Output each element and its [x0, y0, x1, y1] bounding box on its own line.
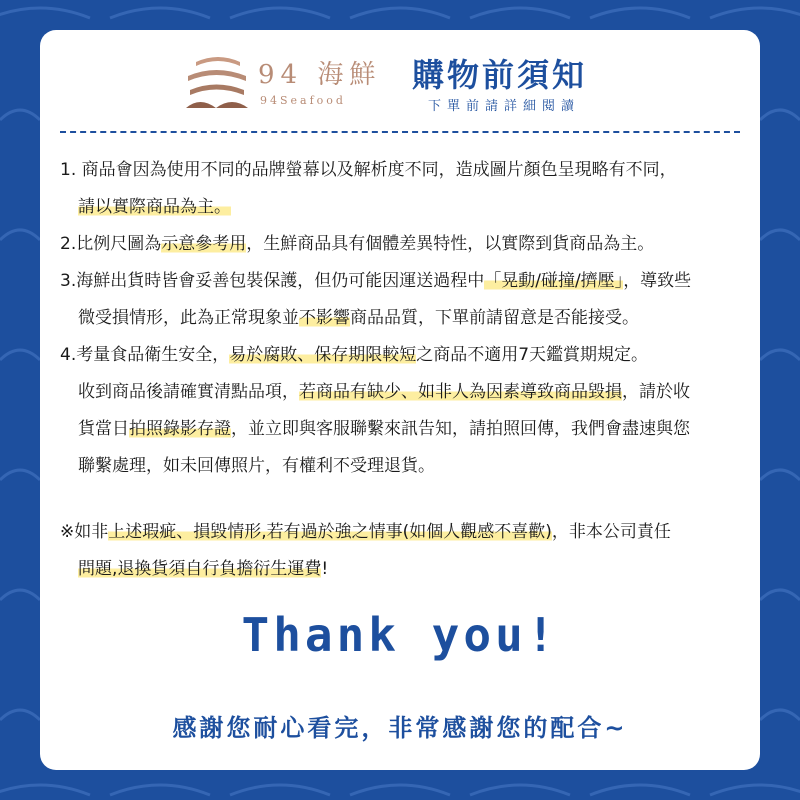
dashed-divider	[60, 131, 740, 133]
logo-subtitle: 94Seafood	[260, 94, 346, 107]
term-1-line-2	[60, 189, 750, 226]
highlight-text: 問題,退換貨須自行負擔衍生運費	[78, 559, 322, 579]
highlight-text: 「晃動/碰撞/擠壓」	[484, 271, 624, 291]
terms-list	[60, 152, 750, 588]
term-4-line-4	[60, 448, 750, 485]
note-text: !	[321, 559, 329, 579]
term-text: 之商品不適用7天鑑賞期規定。	[416, 345, 649, 365]
term-3-line-1	[60, 263, 750, 300]
term-text: 2.比例尺圖為	[60, 234, 162, 254]
term-4-line-2	[60, 374, 750, 411]
wave-logo-icon	[186, 52, 248, 110]
page-title: 購物前須知	[412, 56, 588, 94]
note-text: ※如非	[60, 522, 109, 542]
logo-name: 94 海鮮	[258, 60, 382, 90]
term-4-line-1	[60, 337, 750, 374]
term-text: 收到商品後請確實清點品項，	[78, 382, 299, 402]
thank-you-message: 感謝您耐心看完，非常感謝您的配合~	[172, 714, 628, 742]
term-text: ，導致些	[623, 271, 692, 291]
term-1-line-1	[60, 152, 750, 189]
highlight-text: 示意參考用	[161, 234, 247, 254]
term-text: 3.海鮮出貨時皆會妥善包裝保護，但仍可能因運送過程中	[60, 271, 485, 291]
header	[40, 30, 760, 130]
highlight-text: 請以實際商品為主。	[78, 197, 231, 217]
highlight-text: 易於腐敗、保存期限較短	[229, 345, 417, 365]
term-text: 1. 商品會因為使用不同的品牌螢幕以及解析度不同，造成圖片顏色呈現略有不同，	[60, 160, 677, 180]
spacer	[60, 485, 750, 514]
notice-card	[40, 30, 760, 770]
term-text: 4.考量食品衛生安全，	[60, 345, 230, 365]
note-line-2	[60, 551, 750, 588]
term-text: 商品品質，下單前請留意是否能接受。	[350, 308, 639, 328]
highlight-text: 上述瑕疵、損毀情形,若有過於強之情事(如個人觀感不喜歡)	[108, 522, 552, 542]
term-text: ，並立即與客服聯繫來訊告知，請拍照回傳，我們會盡速與您	[231, 419, 690, 439]
highlight-text: 不影響	[299, 308, 350, 328]
highlight-text: 拍照錄影存證	[129, 419, 231, 439]
term-4-line-3	[60, 411, 750, 448]
term-2	[60, 226, 750, 263]
page-subtitle: 下單前請詳細閱讀	[428, 99, 581, 114]
note-text: ，非本公司責任	[551, 522, 671, 542]
highlight-text: 若商品有缺少、如非人為因素導致商品毀損	[299, 382, 622, 402]
term-3-line-2	[60, 300, 750, 337]
term-text: 聯繫處理，如未回傳照片，有權利不受理退貨。	[78, 456, 435, 476]
thank-you-heading: Thank you!	[241, 608, 559, 662]
term-text: ，生鮮商品具有個體差異特性，以實際到貨商品為主。	[246, 234, 655, 254]
note-line-1	[60, 514, 750, 551]
term-text: 貨當日	[78, 419, 129, 439]
term-text: 微受損情形，此為正常現象並	[78, 308, 299, 328]
term-text: ，請於收	[622, 382, 690, 402]
